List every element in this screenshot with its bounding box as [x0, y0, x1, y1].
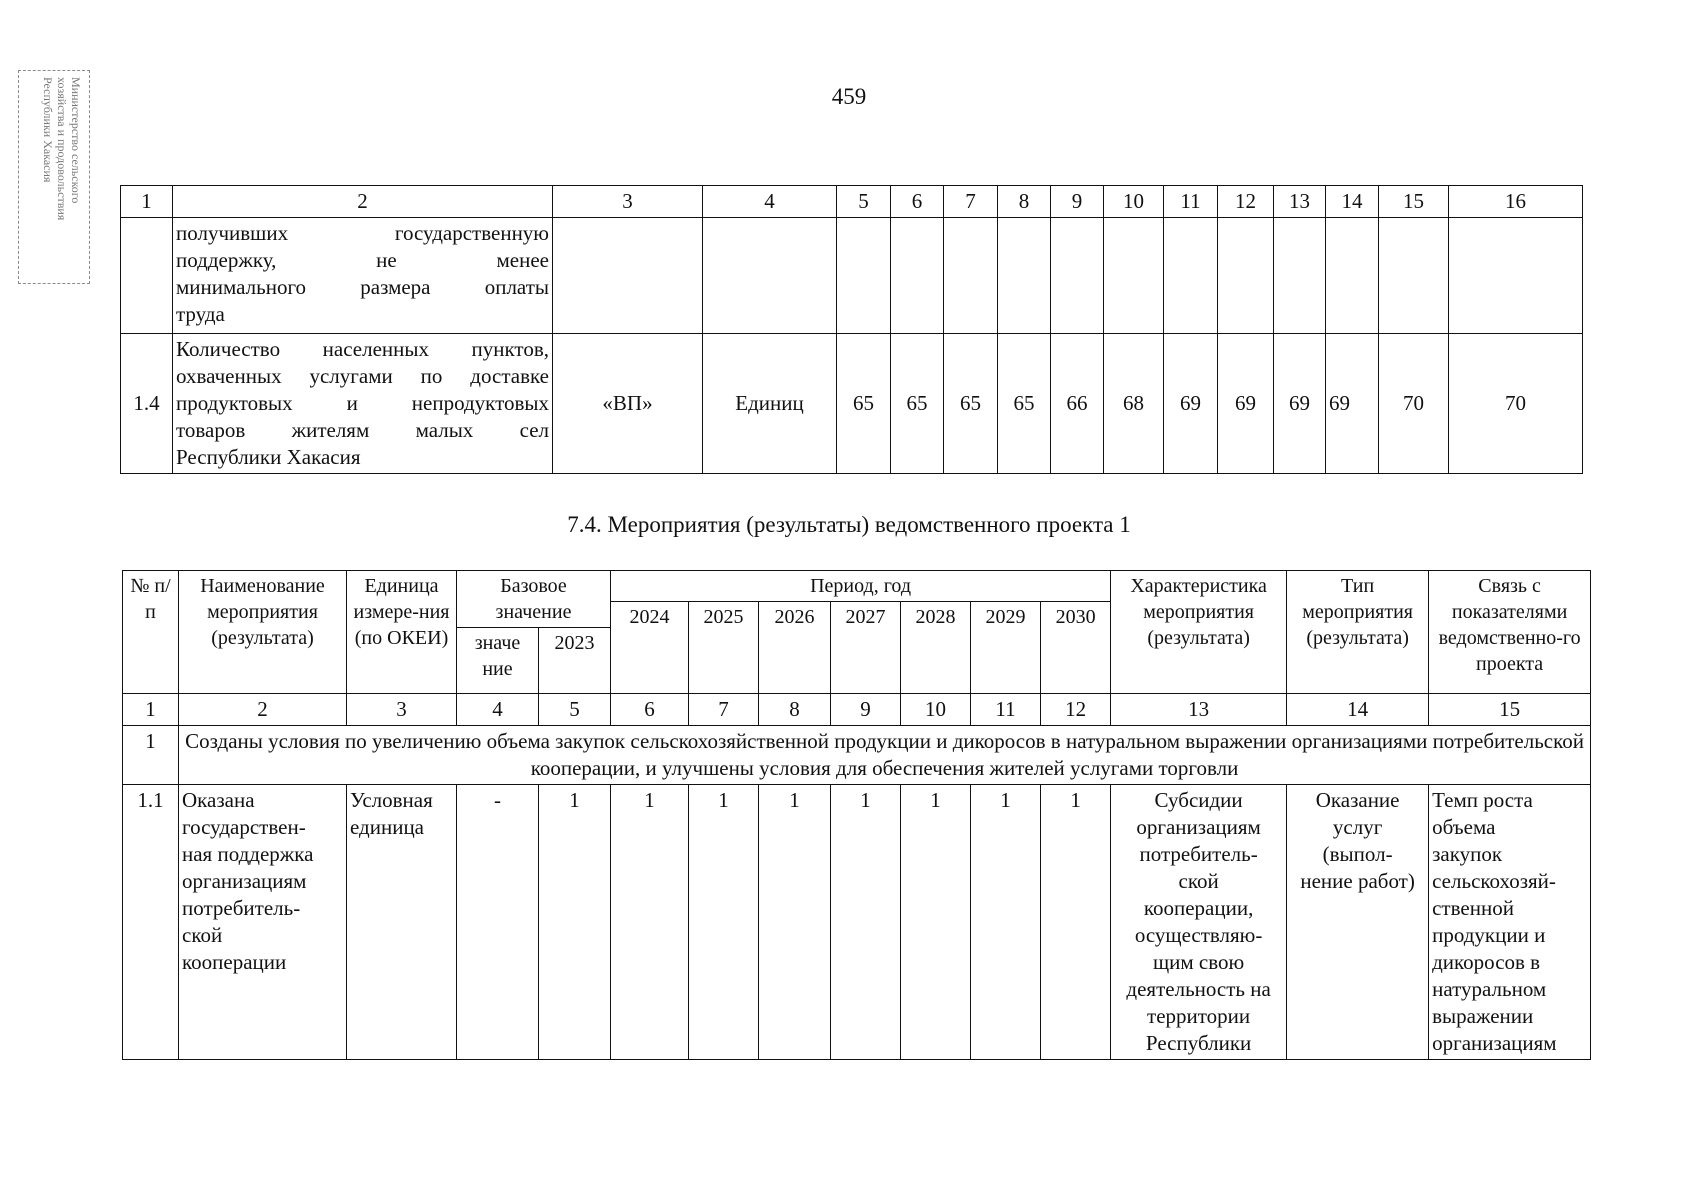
header-cell: 5 [837, 186, 891, 218]
header-unit: Единица измере-ния (по ОКЕИ) [347, 571, 457, 694]
header-link: Связь с показателями ведомственно-го проекта [1429, 571, 1591, 694]
col-number: 4 [457, 694, 539, 726]
text-line: натуральном [1432, 977, 1547, 1001]
empty-cell [891, 218, 944, 334]
header-year: 2025 [689, 602, 759, 694]
empty-cell [1379, 218, 1449, 334]
empty-cell [1218, 218, 1274, 334]
measure-characteristic [1111, 785, 1287, 1060]
header-num: № п/п [123, 571, 179, 694]
text-line: дикоросов в [1432, 950, 1541, 974]
text-line: товаров жителям малых сел [176, 418, 549, 442]
text-line: ственной [1432, 896, 1514, 920]
header-cell: 16 [1449, 186, 1583, 218]
header-cell: 3 [553, 186, 703, 218]
text-line: Оказана [182, 788, 255, 812]
row-number: 1.1 [123, 785, 179, 1060]
text-line: нение работ) [1300, 869, 1415, 893]
header-cell: 11 [1164, 186, 1218, 218]
text-line: объема [1432, 815, 1496, 839]
value-cell: 1 [971, 785, 1041, 1060]
base-year-value: 1 [539, 785, 611, 1060]
empty-cell [1051, 218, 1104, 334]
value-cell: 1 [759, 785, 831, 1060]
text-line: закупок [1432, 842, 1503, 866]
header-cell: 14 [1326, 186, 1379, 218]
value-cell: 69 [1164, 334, 1218, 474]
empty-cell [1104, 218, 1164, 334]
header-cell: 2 [173, 186, 553, 218]
task-text: Созданы условия по увеличению объема закупок сельскохозяйственной продукции и дикоросов в натуральном выражении организациями потребительской кооперации, и улучшены условия для обеспечения жителей услугами торговли [179, 726, 1591, 785]
text-line: Оказание [1315, 788, 1400, 812]
table-row [121, 218, 1583, 334]
measure-link [1429, 785, 1591, 1060]
header-year: 2026 [759, 602, 831, 694]
empty-cell [1274, 218, 1326, 334]
row-number: 1.4 [121, 334, 173, 474]
header-base-value: значе ние [457, 628, 539, 694]
header-period: Период, год [611, 571, 1111, 602]
value-cell: 65 [891, 334, 944, 474]
value-cell: 68 [1104, 334, 1164, 474]
col-number: 11 [971, 694, 1041, 726]
header-type: Тип мероприятия (результата) [1287, 571, 1429, 694]
col-number: 10 [901, 694, 971, 726]
col-number: 7 [689, 694, 759, 726]
text-line: ской [182, 923, 223, 947]
stamp-line: Республики Хакасия [41, 77, 55, 183]
header-year: 2029 [971, 602, 1041, 694]
text-line: Количество населенных пунктов, [176, 337, 549, 361]
indicator-unit: Единиц [703, 334, 837, 474]
header-year: 2024 [611, 602, 689, 694]
header-cell: 1 [121, 186, 173, 218]
empty-cell [1326, 218, 1379, 334]
measure-name [179, 785, 347, 1060]
text-line: щим свою [1152, 950, 1245, 974]
empty-cell [837, 218, 891, 334]
column-number-row [123, 694, 1591, 726]
value-cell: 70 [1379, 334, 1449, 474]
col-number: 12 [1041, 694, 1111, 726]
stamp-line: хозяйства и продовольствия [55, 77, 69, 221]
header-cell: 12 [1218, 186, 1274, 218]
text-line: территории [1147, 1004, 1251, 1028]
header-cell: 6 [891, 186, 944, 218]
page-number: 459 [831, 84, 867, 109]
value-cell: 1 [831, 785, 901, 1060]
text-line: труда [176, 302, 225, 326]
table-row [121, 334, 1583, 474]
text-line: организациям [1136, 815, 1261, 839]
empty-cell [944, 218, 998, 334]
base-value: - [457, 785, 539, 1060]
col-number: 15 [1429, 694, 1591, 726]
col-number: 6 [611, 694, 689, 726]
col-number: 9 [831, 694, 901, 726]
text-line: Субсидии [1154, 788, 1243, 812]
col-number: 13 [1111, 694, 1287, 726]
text-line: охваченных услугами по доставке [176, 364, 549, 388]
col-number: 8 [759, 694, 831, 726]
stamp-line: Министерство сельского [69, 77, 83, 204]
header-characteristic: Характеристика мероприятия (результата) [1111, 571, 1287, 694]
text-line: организациям [1432, 1031, 1557, 1055]
indicator-name-continued [173, 218, 553, 334]
section-title: 7.4. Мероприятия (результаты) ведомственного проекта 1 [567, 512, 1131, 537]
text-line: поддержку, не менее [176, 248, 549, 272]
text-line: организациям [182, 869, 307, 893]
header-base: Базовое значение [457, 571, 611, 628]
indicators-table-continuation [120, 185, 1583, 474]
empty-cell [1164, 218, 1218, 334]
text-line: продукции и [1432, 923, 1546, 947]
header-year: 2028 [901, 602, 971, 694]
col-number: 3 [347, 694, 457, 726]
empty-cell [121, 218, 173, 334]
header-year: 2030 [1041, 602, 1111, 694]
text-line: осуществляю- [1134, 923, 1263, 947]
value-cell: 1 [1041, 785, 1111, 1060]
header-name: Наименование мероприятия (результата) [179, 571, 347, 694]
text-line: минимального размера оплаты [176, 275, 549, 299]
header-cell: 4 [703, 186, 837, 218]
text-line: услуг [1332, 815, 1383, 839]
value-cell: 65 [944, 334, 998, 474]
measures-table [122, 570, 1591, 1060]
text-line: Темп роста [1432, 788, 1533, 812]
text-line: потребитель- [182, 896, 301, 920]
empty-cell [1449, 218, 1583, 334]
text-line: получивших государственную [176, 221, 549, 245]
indicator-source: «ВП» [553, 334, 703, 474]
header-cell: 8 [998, 186, 1051, 218]
text-line: единица [350, 815, 425, 839]
value-cell: 65 [998, 334, 1051, 474]
task-number: 1 [123, 726, 179, 785]
indicator-name [173, 334, 553, 474]
col-number: 14 [1287, 694, 1429, 726]
table-row [123, 785, 1591, 1060]
value-cell: 69 [1326, 334, 1379, 474]
empty-cell [553, 218, 703, 334]
col-number: 1 [123, 694, 179, 726]
text-line: Условная [350, 788, 433, 812]
value-cell: 69 [1274, 334, 1326, 474]
text-line: Республики Хакасия [176, 445, 361, 469]
text-line: ная поддержка [182, 842, 314, 866]
value-cell: 70 [1449, 334, 1583, 474]
header-row [123, 571, 1591, 602]
task-row [123, 726, 1591, 785]
text-line: кооперации [182, 950, 287, 974]
value-cell: 1 [901, 785, 971, 1060]
header-cell: 9 [1051, 186, 1104, 218]
col-number: 5 [539, 694, 611, 726]
empty-cell [703, 218, 837, 334]
text-line: потребитель- [1139, 842, 1258, 866]
header-cell: 10 [1104, 186, 1164, 218]
text-line: государствен- [182, 815, 306, 839]
header-cell: 13 [1274, 186, 1326, 218]
measure-type [1287, 785, 1429, 1060]
text-line: кооперации, [1143, 896, 1254, 920]
value-cell: 65 [837, 334, 891, 474]
header-base-year: 2023 [539, 628, 611, 694]
col-number: 2 [179, 694, 347, 726]
value-cell: 1 [689, 785, 759, 1060]
text-line: деятельность на [1126, 977, 1271, 1001]
empty-cell [998, 218, 1051, 334]
text-line: Республики [1145, 1031, 1252, 1055]
text-line: продуктовых и непродуктовых [176, 391, 549, 415]
text-line: (выпол- [1322, 842, 1393, 866]
value-cell: 1 [611, 785, 689, 1060]
column-number-row [121, 186, 1583, 218]
text-line: сельскохозяй- [1432, 869, 1556, 893]
value-cell: 66 [1051, 334, 1104, 474]
header-year: 2027 [831, 602, 901, 694]
text-line: ской [1178, 869, 1219, 893]
value-cell: 69 [1218, 334, 1274, 474]
measure-unit [347, 785, 457, 1060]
text-line: выражении [1432, 1004, 1534, 1028]
header-cell: 15 [1379, 186, 1449, 218]
header-cell: 7 [944, 186, 998, 218]
